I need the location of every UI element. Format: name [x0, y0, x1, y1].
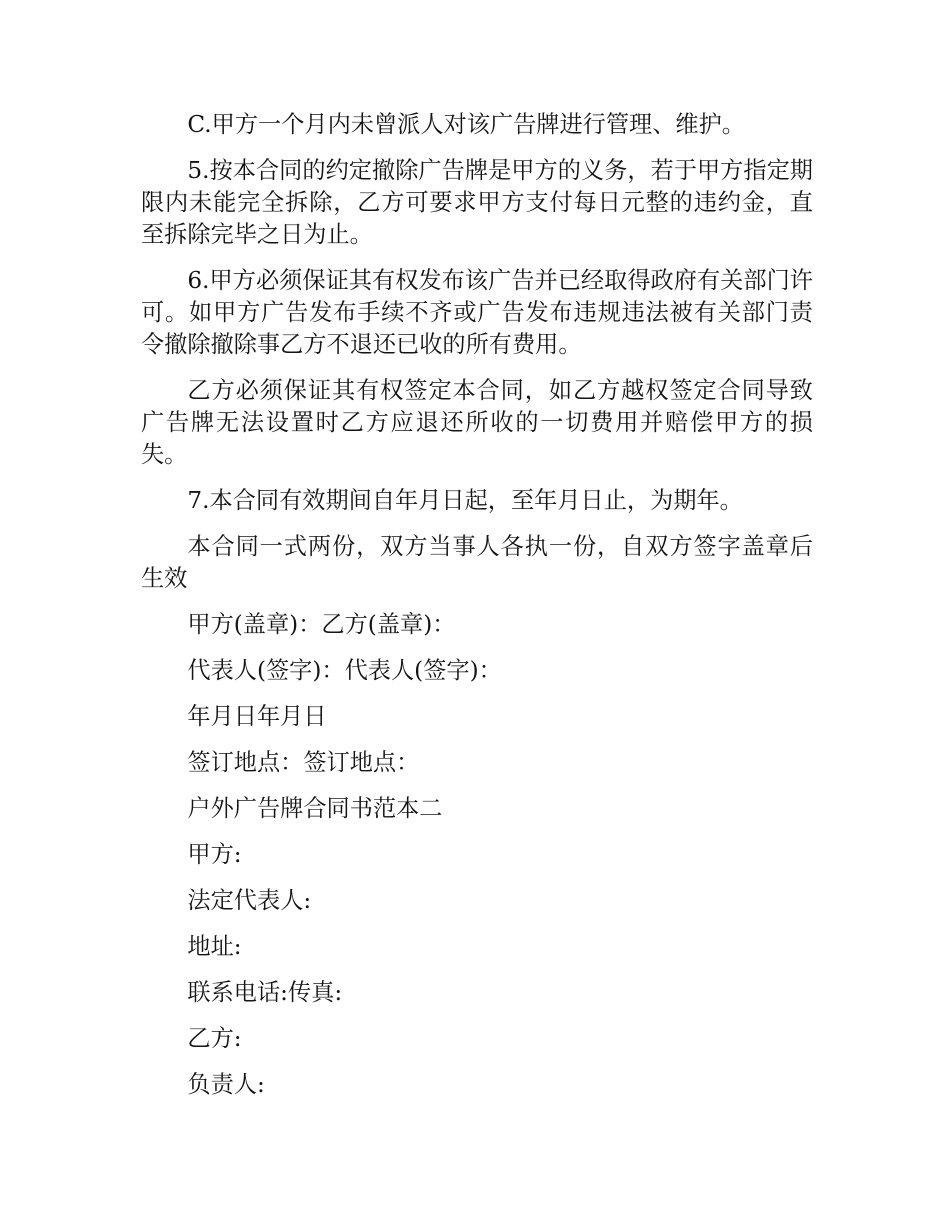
legal-representative-label: 法定代表人: [187, 887, 312, 914]
address-label: 地址: [187, 933, 242, 960]
party-a-label: 甲方: [187, 841, 242, 868]
clause-party-b-guarantee: 乙方必须保证其有权签定本合同，如乙方越权签定合同导致广告牌无法设置时乙方应退还所收的一切费用并赔偿甲方的损失。 [141, 377, 813, 468]
signature-representative-line: 代表人(签字)：代表人(签字)： [187, 657, 502, 684]
clause-5-removal: 5.按本合同的约定撤除广告牌是甲方的义务，若于甲方指定期限内未能完全拆除，乙方可要求甲方支付每日元整的违约金，直至拆除完毕之日为止。 [141, 157, 813, 248]
clause-7-term: 7.本合同有效期间自年月日起，至年月日止，为期年。 [187, 487, 743, 514]
signature-place-line: 签订地点：签订地点： [187, 749, 420, 776]
person-in-charge-label: 负责人: [187, 1071, 265, 1098]
signature-date-line: 年月日年月日 [187, 703, 327, 730]
party-b-label: 乙方: [187, 1025, 242, 1052]
signature-seal-line: 甲方(盖章)：乙方(盖章)： [187, 611, 456, 638]
section-title: 户外广告牌合同书范本二 [187, 795, 443, 822]
clause-6-permits: 6.甲方必须保证其有权发布该广告并已经取得政府有关部门许可。如甲方广告发布手续不齐或广告发布违规违法被有关部门责令撤除撤除事乙方不退还已收的所有费用。 [141, 267, 813, 358]
document-body [141, 109, 813, 1115]
phone-fax-label: 联系电话:传真: [187, 979, 343, 1006]
clause-copies: 本合同一式两份，双方当事人各执一份，自双方签字盖章后生效 [141, 533, 813, 592]
clause-c-maintenance: C.甲方一个月内未曾派人对该广告牌进行管理、维护。 [187, 111, 745, 138]
